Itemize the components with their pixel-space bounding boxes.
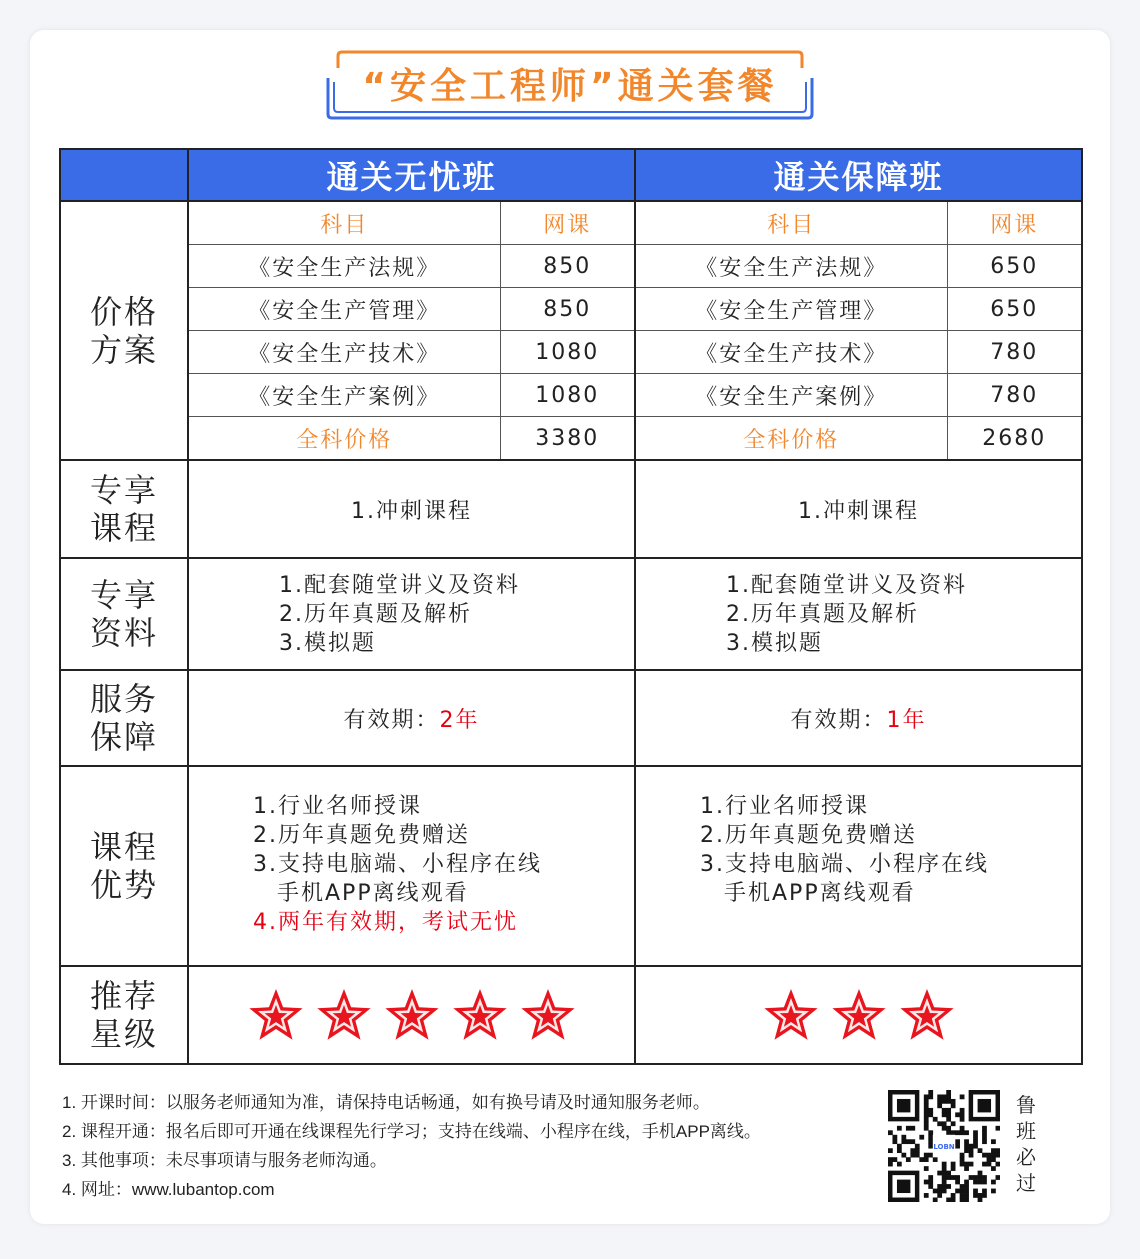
- advantages-1: [188, 766, 635, 966]
- price-item: 《安全生产管理》 850: [189, 288, 634, 331]
- star-icon: [897, 985, 957, 1045]
- materials-2: [635, 558, 1082, 670]
- material-item: 1.配套随堂讲义及资料: [726, 572, 967, 598]
- material-item: 3.模拟题: [726, 630, 823, 656]
- advantage-highlight: 4.两年有效期，考试无忧: [253, 910, 518, 935]
- price-item: 《安全生产法规》 850: [189, 245, 634, 288]
- star-icon: [246, 985, 306, 1045]
- note-item: 3. 其他事项：未尽事项请与服务老师沟通。: [62, 1151, 387, 1170]
- material-item: 2.历年真题及解析: [726, 601, 919, 627]
- plan-header-row: [60, 149, 1082, 201]
- row-label-materials: 专享 资料: [60, 558, 188, 670]
- row-label-service: 服务 保障: [60, 670, 188, 766]
- title-banner: [320, 48, 820, 122]
- course-row: [60, 460, 1082, 558]
- star-icon: [518, 985, 578, 1045]
- rating-row: [60, 966, 1082, 1064]
- star-icon: [450, 985, 510, 1045]
- row-label-price: 价格 方案: [60, 201, 188, 460]
- material-item: 2.历年真题及解析: [279, 601, 472, 627]
- note-item: 4. 网址：www.lubantop.com: [62, 1180, 275, 1199]
- price-item: 《安全生产法规》 650: [636, 245, 1081, 288]
- notes: [62, 1088, 761, 1204]
- price-header: 科目 网课: [189, 202, 634, 245]
- note-item: 1. 开课时间：以服务老师通知为准，请保持电话畅通，如有换号请及时通知服务老师。: [62, 1093, 710, 1112]
- price-item: 《安全生产技术》 780: [636, 331, 1081, 374]
- star-rating: [189, 985, 634, 1045]
- price-table-1: [188, 201, 635, 460]
- advantage-item: 2.历年真题免费赠送: [253, 823, 470, 848]
- advantages-2: [635, 766, 1082, 966]
- qr-code-icon: [888, 1090, 1000, 1202]
- validity-value: 2年: [439, 707, 480, 733]
- rating-1: [188, 966, 635, 1064]
- material-item: 3.模拟题: [279, 630, 376, 656]
- price-header: 科目 网课: [636, 202, 1081, 245]
- validity-2: 有效期：1年: [635, 670, 1082, 766]
- service-row: [60, 670, 1082, 766]
- advantage-item: 手机APP离线观看: [724, 881, 916, 906]
- price-table-2: [635, 201, 1082, 460]
- advantage-item: 3.支持电脑端、小程序在线: [700, 852, 989, 877]
- row-label-advantages: 课程 优势: [60, 766, 188, 966]
- material-item: 1.配套随堂讲义及资料: [279, 572, 520, 598]
- price-item: 《安全生产技术》 1080: [189, 331, 634, 374]
- slogan: 鲁 班 必 过: [1016, 1093, 1036, 1195]
- exclusive-course-1: 1.冲刺课程: [188, 460, 635, 558]
- row-label-course: 专享 课程: [60, 460, 188, 558]
- price-total: 全科价格 3380: [189, 417, 634, 460]
- plan-name-2: 通关保障班: [635, 149, 1082, 201]
- price-item: 《安全生产案例》 1080: [189, 374, 634, 417]
- header-corner: [60, 149, 188, 201]
- rating-2: [635, 966, 1082, 1064]
- star-icon: [829, 985, 889, 1045]
- note-item: 2. 课程开通：报名后即可开通在线课程先行学习；支持在线端、小程序在线，手机APP离线。: [62, 1122, 761, 1141]
- page-title: “安全工程师”通关套餐: [362, 66, 778, 107]
- advantages-row: [60, 766, 1082, 966]
- validity-value: 1年: [886, 707, 927, 733]
- plan-name-1: 通关无忧班: [188, 149, 635, 201]
- price-item: 《安全生产管理》 650: [636, 288, 1081, 331]
- advantage-item: 1.行业名师授课: [253, 794, 422, 819]
- plan-table: [59, 148, 1083, 1065]
- star-icon: [314, 985, 374, 1045]
- materials-row: [60, 558, 1082, 670]
- advantage-item: 1.行业名师授课: [700, 794, 869, 819]
- star-icon: [382, 985, 442, 1045]
- advantage-item: 2.历年真题免费赠送: [700, 823, 917, 848]
- price-total: 全科价格 2680: [636, 417, 1081, 460]
- price-row: [60, 201, 1082, 460]
- materials-1: [188, 558, 635, 670]
- row-label-rating: 推荐 星级: [60, 966, 188, 1064]
- advantage-item: 手机APP离线观看: [277, 881, 469, 906]
- star-rating: [636, 985, 1081, 1045]
- exclusive-course-2: 1.冲刺课程: [635, 460, 1082, 558]
- advantage-item: 3.支持电脑端、小程序在线: [253, 852, 542, 877]
- star-icon: [761, 985, 821, 1045]
- price-item: 《安全生产案例》 780: [636, 374, 1081, 417]
- svg-text:LOBN: LOBN: [933, 1143, 955, 1151]
- validity-1: 有效期：2年: [188, 670, 635, 766]
